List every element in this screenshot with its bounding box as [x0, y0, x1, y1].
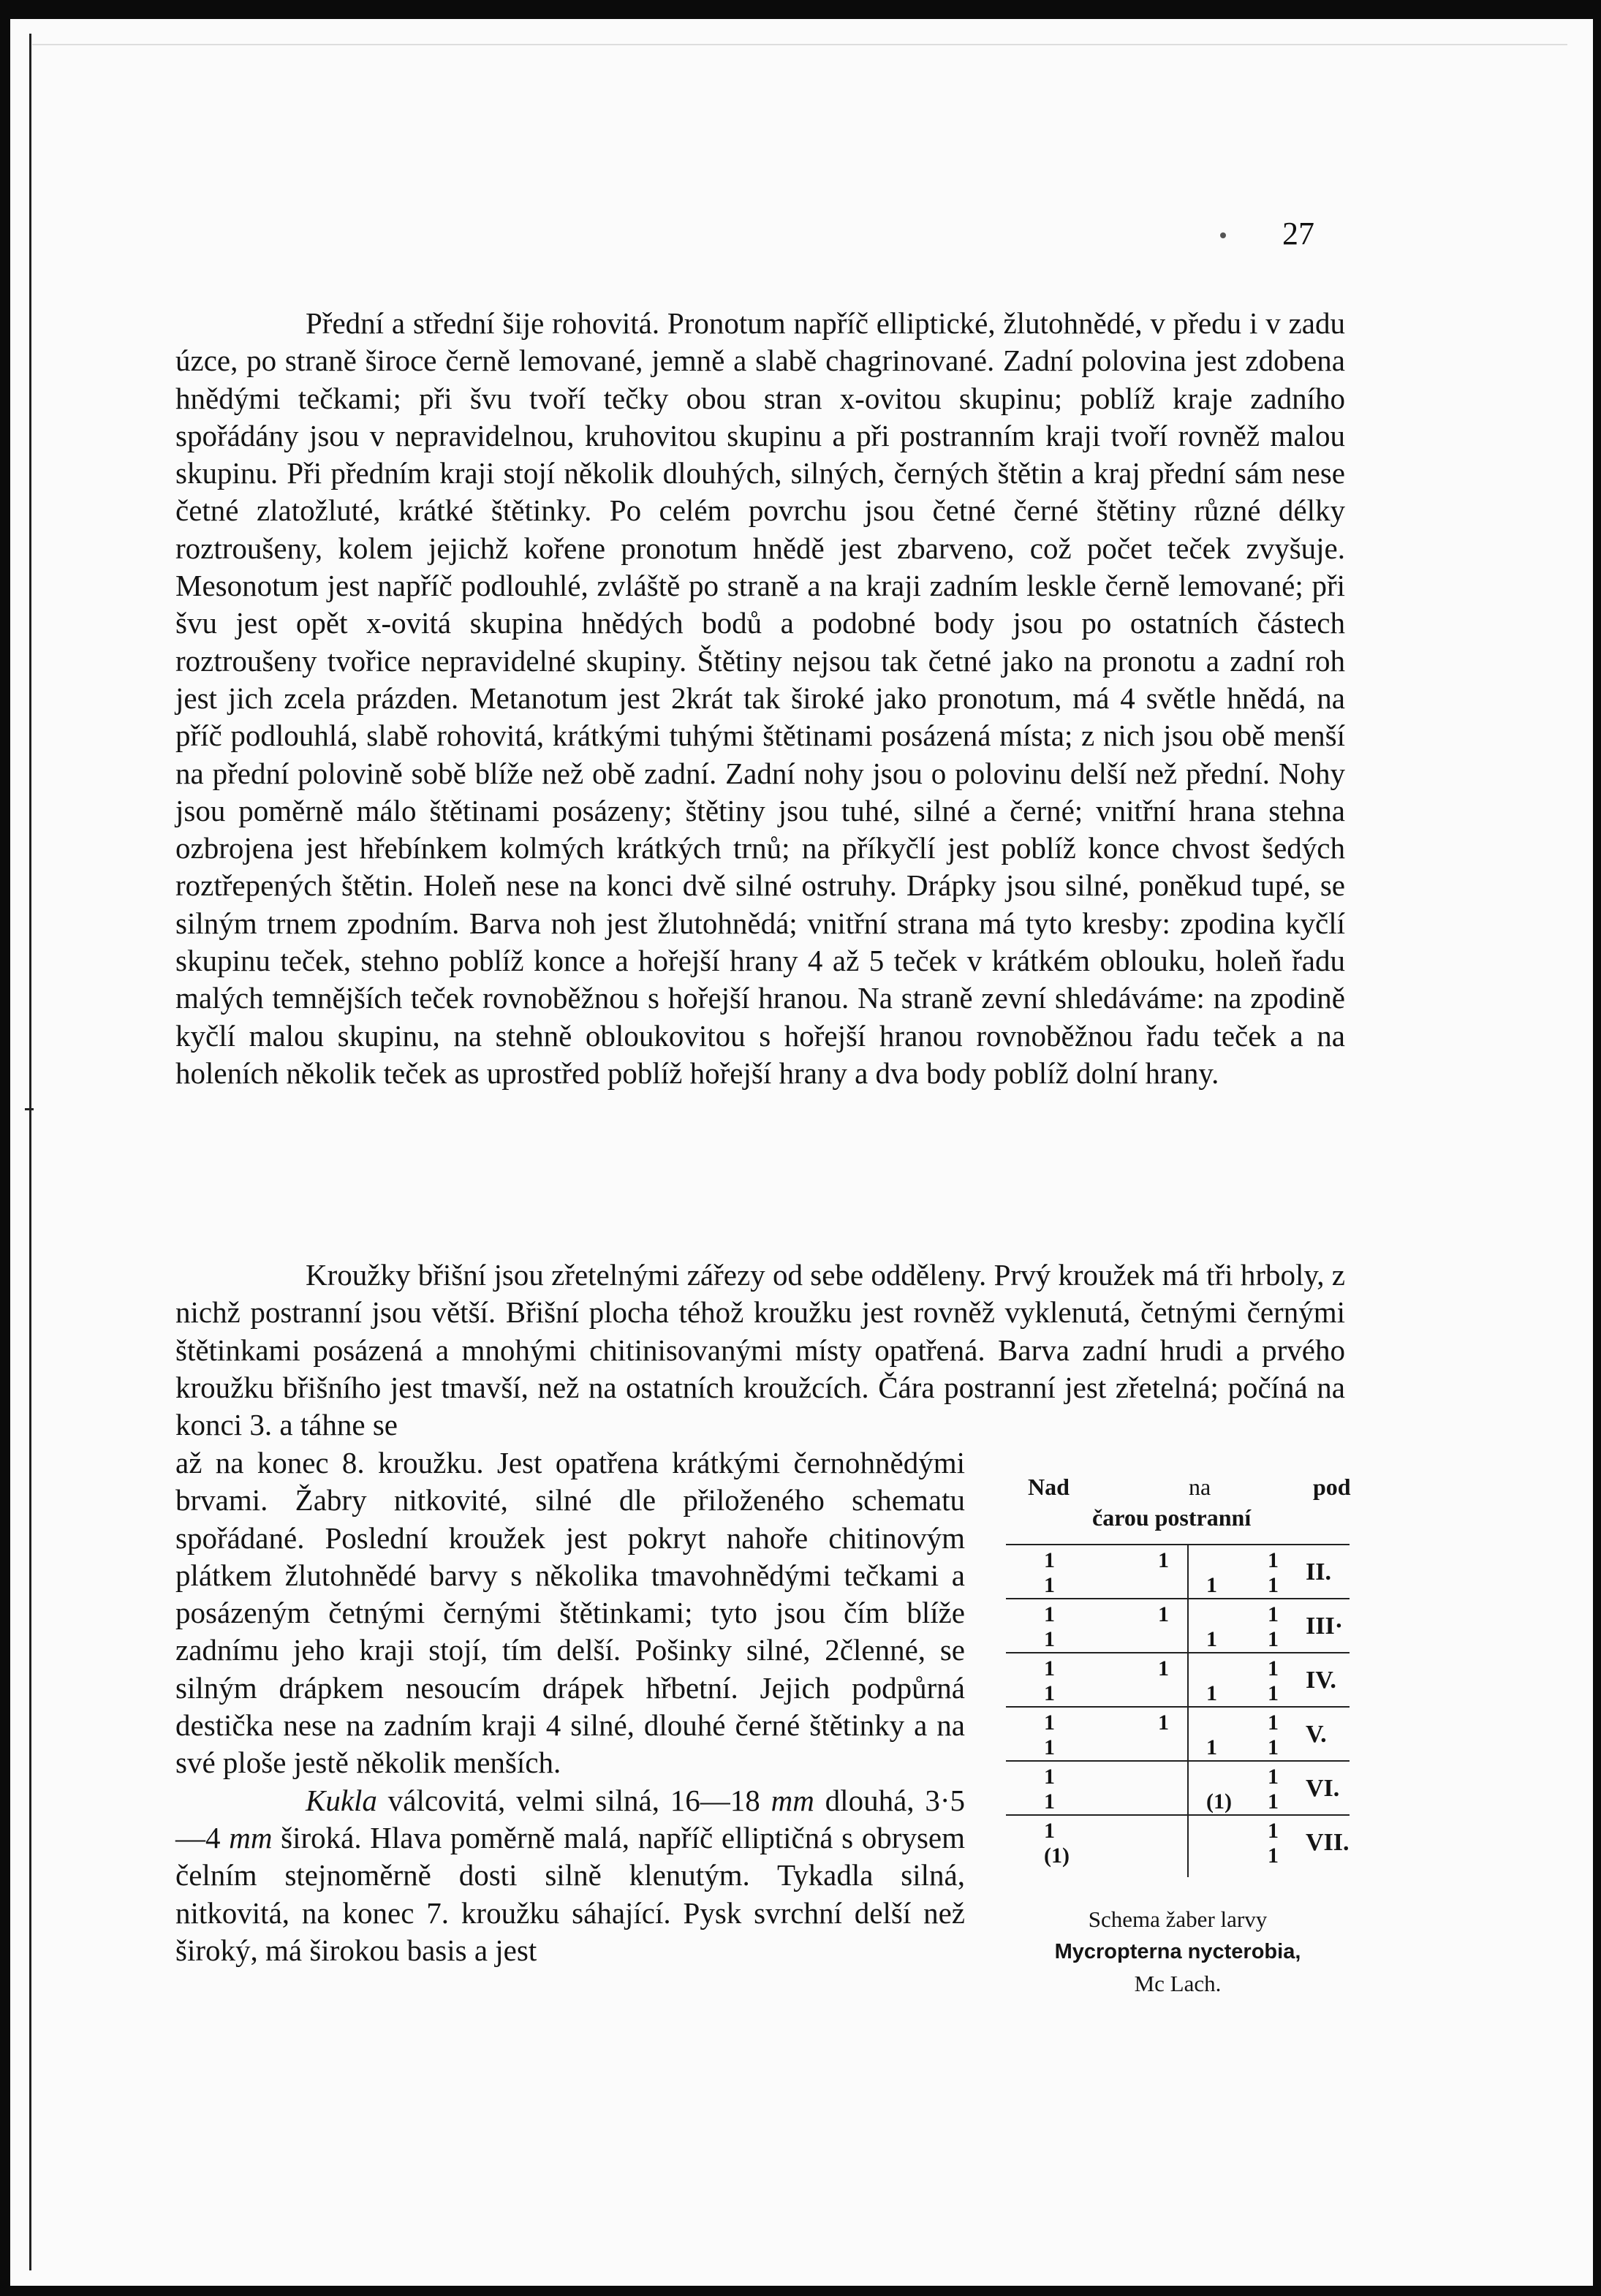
- unit-mm: mm: [771, 1783, 814, 1817]
- schema-cell: 1: [1268, 1602, 1279, 1626]
- schema-cell: 1: [1268, 1656, 1279, 1681]
- paragraph-abdomen: Kroužky břišní jsou zřetelnými zářezy od sebe odděleny. Prvý kroužek má tři hrboly, z nichž postranní jsou větší. Břišní plocha téhož kroužku jest rovněž vyklenutá, četnými černými štětinkami posázená a mnohými chitinisovanými místy opatřená. Barva zadní hrudi a prvého kroužku břišního jest tmavší, než na ostatních kroužcích. Čára postranní jest zřetelná; počíná na konci 3. a táhne se: [175, 1258, 1345, 1442]
- pupa-text-b: dlouhá, 3·5—4: [175, 1783, 965, 1854]
- page: [10, 19, 1593, 2286]
- schema-segment-label: IV.: [1306, 1667, 1336, 1694]
- schema-cell: 1: [1044, 1710, 1055, 1735]
- schema-segment-label: VII.: [1306, 1829, 1350, 1856]
- schema-cell: 1: [1158, 1656, 1169, 1681]
- scan-dot: [1220, 232, 1226, 238]
- schema-cell: 1: [1268, 1573, 1279, 1597]
- schema-cell: 1: [1044, 1573, 1055, 1597]
- schema-row: [1006, 1760, 1350, 1814]
- schema-header-line: čarou postranní: [1092, 1504, 1252, 1531]
- schema-cell: 1: [1044, 1548, 1055, 1572]
- pupa-text-c: široká. Hlava poměrně malá, napříč elliptičná s obrysem čelním stejnoměrně dosti silně klenutým. Tykadla silná, nitkovitá, na konec 7. kroužku sáhající. Pysk svrchní delší než široký, má širokou basis a jest: [175, 1820, 965, 1967]
- unit-mm: mm: [229, 1820, 273, 1854]
- page-number: 27: [1282, 216, 1314, 251]
- schema-segment-label: VI.: [1306, 1775, 1340, 1802]
- schema-cell: 1: [1206, 1735, 1217, 1759]
- caption-line: Schema žaber larvy: [1088, 1906, 1268, 1932]
- schema-cell: 1: [1268, 1789, 1279, 1814]
- schema-row: [1006, 1814, 1350, 1868]
- caption-species: Mycropterna nycterobia,: [1054, 1940, 1301, 1963]
- schema-cell: 1: [1268, 1627, 1279, 1651]
- schema-row: [1006, 1706, 1350, 1760]
- schema-cell: (1): [1044, 1844, 1070, 1868]
- schema-cell: 1: [1044, 1819, 1055, 1843]
- scan-margin-tick: [25, 1108, 34, 1110]
- left-column: [175, 1444, 965, 1969]
- schema-cell: 1: [1044, 1681, 1055, 1705]
- schema-cell: 1: [1268, 1710, 1279, 1735]
- schema-header-na: na: [1189, 1474, 1211, 1500]
- schema-cell: 1: [1206, 1681, 1217, 1705]
- schema-cell: 1: [1206, 1573, 1217, 1597]
- schema-row: [1006, 1652, 1350, 1706]
- schema-segment-label: II.: [1306, 1558, 1331, 1585]
- schema-cell: 1: [1044, 1735, 1055, 1759]
- schema-rows: [1006, 1544, 1350, 1868]
- schema-cell: 1: [1044, 1627, 1055, 1651]
- schema-cell: 1: [1044, 1602, 1055, 1626]
- schema-cell: 1: [1044, 1656, 1055, 1681]
- pupa-text-a: válcovitá, velmi silná, 16—18: [376, 1783, 771, 1817]
- pupa-term: Kukla: [306, 1783, 377, 1817]
- schema-header-nad: Nad: [1028, 1474, 1070, 1500]
- paragraph-abdomen-continued: až na konec 8. kroužku. Jest opatřena krátkými černohnědými brvami. Žabry nitkovité, silné dle přiloženého schematu spořádané. Poslední kroužek jest pokryt nahoře chitinovým plátkem žlutohnědé barvy s několika tmavohnědými tečkami a posázeným četnými černými štětinkami; tyto jsou čím blíže zadnímu jeho kraji stojí, tím delší. Pošinky silné, 2členné, se silným drápkem nesoucím drápek hřbetní. Jejich podpůrná destička nese na zadním kraji 4 silné, dlouhé černé štětinky a na své ploše jestě několik menších.: [175, 1446, 965, 1780]
- schema-cell: 1: [1268, 1735, 1279, 1759]
- paragraph-thorax: Přední a střední šije rohovitá. Pronotum napříč elliptické, žlutohnědé, v předu i v zadu úzce, po straně široce černě lemované, jemně a slabě chagrinované. Zadní polovina jest zdobena hnědými tečkami; při švu tvoří tečky obou stran x-ovitou skupinu; poblíž kraje zadního spořádány jsou v nepravidelnou, kruhovitou skupinu a při postranním kraji tvoří rovněž malou skupinu. Při předním kraji stojí několik dlouhých, silných, černých štětin a kraj přední sám nese četné zlatožluté, krátké štětinky. Po celém povrchu jsou četné černé štětiny různé délky roztroušeny, kolem jejichž kořene pronotum hnědě jest zbarveno, což počet teček zvyšuje. Mesonotum jest napříč podlouhlé, zvláště po straně a na kraji zadním leskle černě lemované; při švu jest opět x-ovitá skupina hnědých bodů a podobné body jsou po ostatních částech roztroušeny tvořice nepravidelné skupiny. Štětiny nejsou tak četné jako na pronotu a zadní roh jest jich zcela prázden. Metanotum jest 2krát tak široké jako pronotum, má 4 světle hnědá, na příč podlouhlá, slabě rohovitá, krátkými tuhými štětinami posázená místa; z nich jsou obě menší na přední polovině sobě blíže než obě zadní. Zadní nohy jsou o polovinu delší než přední. Nohy jsou poměrně málo štětinami posázeny; štětiny jsou tuhé, silné a černé; vnitřní hrana stehna ozbrojena jest hřebínkem kolmých krátkých trnů; na příkyčlí jest poblíž konce chvost šedých roztřepených štětin. Holeň nese na konci dvě silné ostruhy. Drápky jsou silné, poněkud tupé, se silným trnem zpodním. Barva noh jest žlutohnědá; vnitřní strana má tyto kresby: zpodina kyčlí skupinu teček, stehno poblíž konce a hořejší hrany 4 až 5 teček v krátkém oblouku, holeň řadu malých temnějších teček rovnoběžnou s hořejší hranou. Na straně zevní shledáváme: na zpodině kyčlí malou skupinu, na stehně obloukovitou s hořejší hranou rovnoběžnou řadu teček a na holeních několik teček as uprostřed poblíž hořejší hrany a dva body poblíž dolní hrany.: [175, 306, 1345, 1090]
- schema-cell: 1: [1268, 1844, 1279, 1868]
- scan-edge-line: [29, 34, 31, 2270]
- schema-cell: 1: [1044, 1789, 1055, 1814]
- schema-row: [1006, 1598, 1350, 1652]
- paragraph-pupa: [175, 1782, 965, 1969]
- schema-row: [1006, 1544, 1350, 1598]
- schema-cell: 1: [1268, 1765, 1279, 1789]
- schema-cell: (1): [1206, 1789, 1232, 1814]
- schema-cell: 1: [1158, 1710, 1169, 1735]
- schema-cell: 1: [1158, 1548, 1169, 1572]
- schema-cell: 1: [1206, 1627, 1217, 1651]
- schema-caption: [1006, 1903, 1350, 2000]
- schema-cell: 1: [1268, 1819, 1279, 1843]
- schema-header-pod: pod: [1313, 1474, 1351, 1500]
- schema-segment-label: III·: [1306, 1613, 1344, 1640]
- caption-author: Mc Lach.: [1134, 1971, 1222, 1996]
- schema-cell: 1: [1268, 1681, 1279, 1705]
- schema-cell: 1: [1268, 1548, 1279, 1572]
- schema-cell: 1: [1044, 1765, 1055, 1789]
- schema-segment-label: V.: [1306, 1721, 1327, 1748]
- scan-top-line: [32, 44, 1567, 45]
- schema-cell: 1: [1158, 1602, 1169, 1626]
